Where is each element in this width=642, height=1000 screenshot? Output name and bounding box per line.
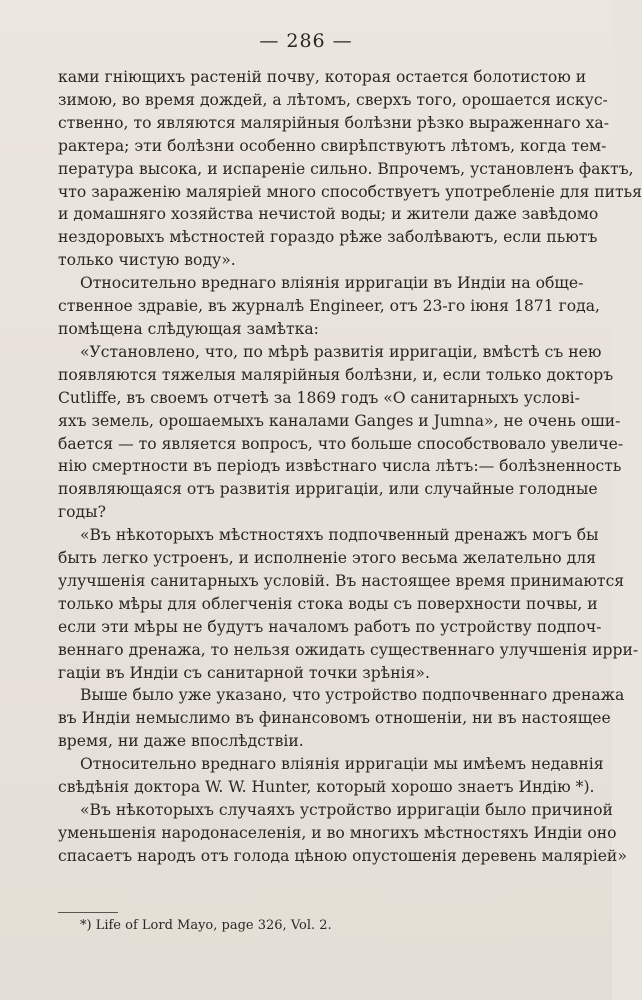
text-line: въ Индіи немыслимо въ финансовомъ отношеніи, ни въ настоящее — [58, 709, 611, 728]
paragraph — [58, 341, 624, 524]
paragraph — [58, 684, 625, 753]
footnote: *) Life of Lord Mayo, page 326, Vol. 2. — [80, 918, 332, 933]
text-line: нездоровыхъ мѣстностей гораздо рѣже заболѣваютъ, если пьютъ — [58, 228, 598, 247]
main-text — [58, 66, 642, 868]
text-line: яхъ земель, орошаемыхъ каналами Ganges и Jumna», не очень оши- — [58, 411, 621, 430]
text-line: рактера; эти болѣзни особенно свирѣпствуютъ лѣтомъ, когда тем- — [58, 136, 607, 155]
text-line: Выше было уже указано, что устройство подпочвеннаго дренажа — [80, 686, 625, 705]
text-line: ственное здравіе, въ журналѣ Engineer, отъ 23-го іюня 1871 года, — [58, 297, 601, 316]
paragraph — [58, 799, 627, 868]
text-line: Cutliffe, въ своемъ отчетѣ за 1869 годъ «О санитарныхъ условi- — [58, 388, 580, 407]
text-line: бается — то является вопросъ, что больше способствовало увеличе- — [58, 434, 624, 453]
text-line: Относительно вреднаго вліянія ирригаціи мы имѣемъ недавнія — [80, 755, 604, 774]
text-line: уменьшенія народонаселенія, и во многихъ мѣстностяхъ Индіи оно — [58, 823, 617, 842]
text-line: если эти мѣры не будутъ началомъ работъ по устройству подпоч- — [58, 617, 602, 636]
text-line: зимою, во время дождей, а лѣтомъ, сверхъ того, орошается искус- — [58, 90, 608, 109]
paragraph — [58, 753, 604, 799]
text-line: только мѣры для облегченія стока воды съ поверхности почвы, и — [58, 594, 598, 613]
text-line: «Установлено, что, по мѣрѣ развитія ирригаціи, вмѣстѣ съ нею — [80, 342, 602, 361]
text-line: веннаго дренажа, то нельзя ожидать существеннаго улучшенія ирри- — [58, 640, 639, 659]
paragraph — [58, 272, 601, 341]
text-line: быть легко устроенъ, и исполненіе этого весьма желательно для — [58, 549, 596, 568]
text-line: «Въ нѣкоторыхъ случаяхъ устройство ирригаціи было причиной — [80, 801, 613, 819]
text-line: и домашняго хозяйства нечистой воды; и жители даже завѣдомо — [58, 205, 599, 224]
text-line: спасаетъ народъ отъ голода цѣною опустошенія деревень маляріей» — [58, 846, 627, 865]
text-line: ственно, то являются малярійныя болѣзни рѣзко выраженнаго ха- — [58, 113, 609, 132]
text-line: появляются тяжелыя малярійныя болѣзни, и, если только докторъ — [58, 365, 614, 384]
text-line: свѣдѣнія доктора W. W. Hunter, который хорошо знаетъ Индію *). — [58, 778, 595, 797]
paragraph — [58, 524, 639, 684]
text-line: помѣщена слѣдующая замѣтка: — [58, 319, 319, 338]
text-line: появляющаяся отъ развитія ирригаціи, или случайные голодные — [58, 480, 598, 499]
paragraph — [58, 66, 642, 272]
text-line: только чистую воду». — [58, 251, 236, 270]
text-line: годы? — [58, 503, 106, 522]
text-line: время, ни даже впослѣдствіи. — [58, 732, 304, 751]
footnote-divider — [58, 912, 118, 913]
text-line: гаціи въ Индіи съ санитарной точки зрѣнія». — [58, 663, 430, 682]
text-line: Относительно вреднаго вліянія ирригаціи въ Индіи на обще- — [80, 274, 584, 293]
text-line: что зараженію малярiей много способствуетъ употребленіе для питья — [58, 182, 642, 201]
text-line: пература высока, и испареніе сильно. Впрочемъ, установленъ фактъ, — [58, 159, 634, 178]
text-line: улучшенія санитарныхъ условій. Въ настоящее время принимаются — [58, 571, 625, 590]
text-line: нію смертности въ періодъ извѣстнаго числа лѣтъ:— болѣзненность — [58, 457, 622, 476]
page-number-header: — 286 — — [259, 30, 353, 52]
text-line: ками гніющихъ растеній почву, которая остается болотистою и — [58, 68, 587, 86]
text-line: «Въ нѣкоторыхъ мѣстностяхъ подпочвенный дренажъ могъ бы — [80, 526, 599, 545]
